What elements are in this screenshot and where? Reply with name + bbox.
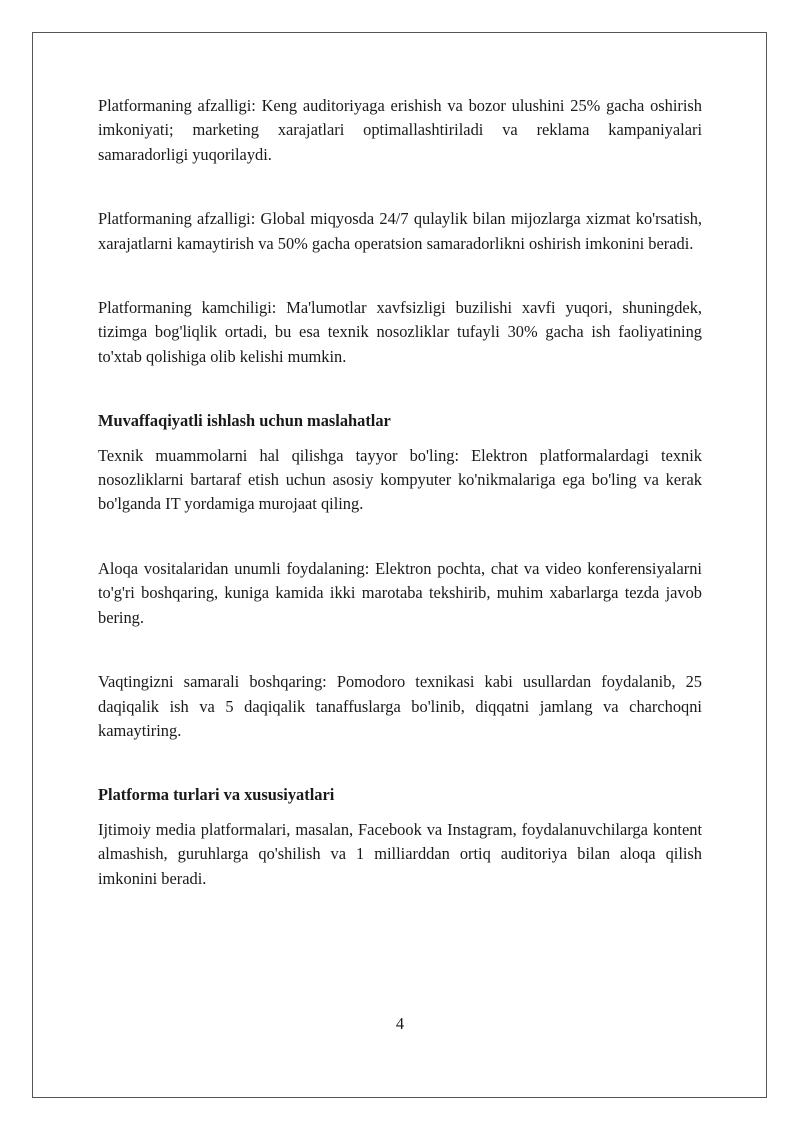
- paragraph-vaqt-boshqaruvi: Vaqtingizni samarali boshqaring: Pomodoro texnikasi kabi usullardan foydalanib, 25 daqiqalik ish va 5 daqiqalik tanaffuslarga bo'linib, diqqatni jamlang va charchoqni kamaytiring.: [98, 672, 702, 740]
- paragraph-ijtimoiy-media: Ijtimoiy media platformalari, masalan, Facebook va Instagram, foydalanuvchilarga kontent almashish, guruhlarga qo'shilish va 1 milliarddan ortiq auditoriya bilan aloqa qilish imkonini beradi.: [98, 819, 702, 888]
- paragraph-afzallik-2: Platformaning afzalligi: Global miqyosda 24/7 qulaylik bilan mijozlarga xizmat ko'rsatish, xarajatlarni kamaytirish va 50% gacha operatsion samaradorlikni oshirish imkonini beradi.: [98, 209, 702, 253]
- page-number: 4: [395, 1014, 405, 1033]
- page-content: [98, 94, 702, 891]
- paragraph-texnik-muammolar: Texnik muammolarni hal qilishga tayyor bo'ling: Elektron platformalardagi texnik nosozliklarni bartaraf etish uchun asosiy kompyuter ko'nikmalariga ega bo'ling va kerak bo'lganda IT yordamiga murojaat qiling.: [98, 445, 702, 514]
- section-heading-maslahatlar: Muvaffaqiyatli ishlash uchun maslahatlar: [98, 411, 391, 431]
- paragraph-kamchilik: Platformaning kamchiligi: Ma'lumotlar xavfsizligi buzilishi xavfi yuqori, shuningdek, tizimga bog'liqlik ortadi, bu esa texnik nosozliklar tufayli 30% gacha ish faoliyatining to'xtab qolishiga olib kelishi mumkin.: [98, 298, 702, 366]
- paragraph-aloqa-vositalari: Aloqa vositalaridan unumli foydalaning: Elektron pochta, chat va video konferensiyalarni to'g'ri boshqaring, kuniga kamida ikki marotaba tekshirib, muhim xabarlarga tezda javob bering.: [98, 558, 702, 627]
- section-heading-platforma-turlari: Platforma turlari va xususiyatlari: [98, 785, 335, 805]
- paragraph-afzallik-1: Platformaning afzalligi: Keng auditoriyaga erishish va bozor ulushini 25% gacha oshirish imkoniyati; marketing xarajatlari optimallashtiriladi va reklama kampaniyalari samaradorligi yuqorilaydi.: [98, 96, 702, 164]
